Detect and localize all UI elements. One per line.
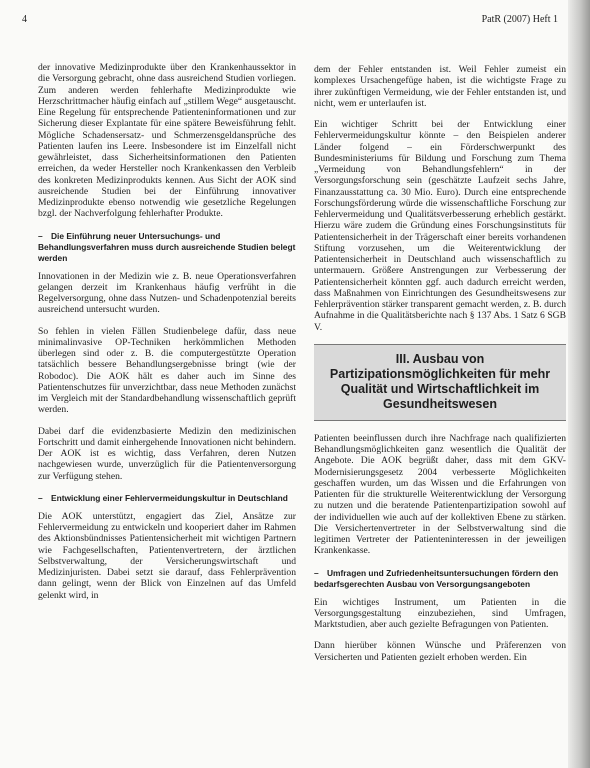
- paragraph: So fehlen in vielen Fällen Studienbelege dafür, dass neue minimalinvasive OP-Techniken herkömmlichen Methoden überlegen sind oder z. B. die computergestützte Operation tatsächlich bessere Behandlungsergebnisse bringt (wie der Robodoc). Die AOK hält es daher auch im Sinne des Patientenschutzes für unverzichtbar, dass neue Methoden zunächst im Vergleich mit der Standardbehandlung wissenschaftlich geprüft werden.: [38, 325, 296, 416]
- subheading: [38, 493, 296, 504]
- subheading: [314, 568, 566, 590]
- paragraph: der innovative Medizinprodukte über den Krankenhaussektor in die Versorgung gebracht, ohne dass ausreichend Studien vorliegen. Zum anderen werden fehlerhafte Medizinprodukte wie Herzschrittmacher häufig einfach auf „stillem Wege“ ausgetauscht. Eine Regelung für entsprechende Patienteninformationen und zur Sicherung dieser Explantate für eine spätere Beweisführung fehlt. Mögliche Schadensersatz- und Schmerzensgeldansprüche des Patienten laufen ins Leere. Insbesondere ist im Einzelfall nicht gewährleistet, dass Sicherheitsinformationen den Patienten erreichen, da weder Hersteller noch Krankenkassen den Verbleib des konkreten Medizinprodukts kennen. Aus Sicht der AOK sind ausreichende Studien bei der Einführung innovativer Medizinprodukte ebenso notwendig wie gesetzliche Regelungen bzgl. der Nachverfolgung fehlerhafter Produkte.: [38, 62, 296, 220]
- paragraph: Dann hierüber können Wünsche und Präferenzen von Versicherten und Patienten gezielt erhoben werden. Ein: [314, 640, 566, 663]
- section-heading-box: [314, 344, 566, 421]
- subheading: [38, 231, 296, 264]
- page-edge-shadow: [568, 0, 590, 768]
- subheading-text: Die Einführung neuer Untersuchungs- und Behandlungsverfahren muss durch ausreichende Studien belegt werden: [38, 230, 296, 263]
- dash-glyph: –: [38, 492, 43, 503]
- paragraph: Innovationen in der Medizin wie z. B. neue Operationsverfahren gelangen derzeit im Krankenhaus häufig verfrüht in die Regelversorgung, ohne dass Nutzen- und Schadenpotenzial bereits ausreichend untersucht wurden.: [38, 270, 296, 316]
- left-column: [38, 62, 296, 611]
- subheading-text: Umfragen und Zufriedenheitsuntersuchungen fördern den bedarfsgerechten Ausbau von Versorgungsangeboten: [314, 567, 559, 589]
- paragraph: Dabei darf die evidenzbasierte Medizin den medizinischen Fortschritt und damit einhergehende Innovationen nicht behindern. Der AOK ist es wichtig, dass Verfahren, deren Nutzen nachgewiesen wurde, unverzüglich für die Patientenversorgung zur Verfügung stehen.: [38, 425, 296, 482]
- dash-glyph: –: [38, 230, 43, 241]
- paragraph: dem der Fehler entstanden ist. Weil Fehler zumeist ein komplexes Ursachengefüge haben, ist die wichtigste Frage zu ihrer zukünftigen Vermeidung, wie der Fehler entstanden ist, und nicht, wem er unterlaufen ist.: [314, 64, 566, 109]
- page-number: 4: [22, 14, 27, 25]
- running-head: PatR (2007) Heft 1: [481, 14, 558, 25]
- section-title: III. Ausbau von Partizipationsmöglichkeiten für mehr Qualität und Wirtschaftlichkeit im Gesundheitswesen: [329, 351, 551, 411]
- right-column: [314, 64, 566, 673]
- paragraph: Patienten beeinflussen durch ihre Nachfrage nach qualifizierten Behandlungsmöglichkeiten ganz wesentlich die Qualität der Angebote. Die AOK begrüßt daher, dass mit dem GKV-Modernisierungsgesetz 2004 verbesserte Möglichkeiten geschaffen wurden, um das Wissen und die Erfahrungen von Patienten für die strukturelle Weiterentwicklung der Versorgung zu nutzen und die beratende Patientenpartizipation sowohl auf der individuellen wie auch auf der kollektiven Ebene zu stärken. Die Versichertenvertreter in der Selbstverwaltung sind die legitimen Vertreter der Patienteninteressen in der jeweiligen Krankenkasse.: [314, 432, 566, 557]
- paragraph: Ein wichtiger Schritt bei der Entwicklung einer Fehlervermeidungskultur könnte – den Beispielen anderer Länder folgend – ein Förderschwerpunkt des Bundesministeriums für Bildung und Forschung zum Thema „Vermeidung von Behandlungsfehlern“ in der Versorgungsforschung sein (geschätzte Laufzeit sechs Jahre, Finanzausstattung ca. 30 Mio. Euro). Durch eine entsprechende Forschungsförderung würde die wissenschaftliche Forschung zur Fehlervermeidung und Qualitätsverbesserung erheblich gestärkt. Hierzu wäre zudem die Gründung eines Forschungsinstituts für Patientensicherheit in der Trägerschaft einer bereits vorhandenen Stiftung vorzusehen, um die Weiterentwicklung der Patientensicherheit in Deutschland auch wissenschaftlich zu untermauern. Größere Anstrengungen zur Verbesserung der Patientensicherheit könnten ggf. auch dadurch erreicht werden, dass Maßnahmen von Einrichtungen des Gesundheitswesens zur Fehlerprävention stärker transparent gemacht werden, z. B. durch Aufnahme in die Qualitätsberichte nach § 137 Abs. 1 Satz 6 SGB V.: [314, 119, 566, 333]
- paragraph: Ein wichtiges Instrument, um Patienten in die Versorgungsgestaltung einzubeziehen, sind Umfragen, Marktstudien, aber auch gezielte Befragungen von Patienten.: [314, 596, 566, 630]
- paragraph: Die AOK unterstützt, engagiert das Ziel, Ansätze zur Fehlervermeidung zu entwickeln und kooperiert daher im Rahmen des Aktionsbündnisses Patientensicherheit mit wichtigen Partnern wie Fachgesellschaften, Patientenvertretern, der ärztlichen Selbstverwaltung, der Versicherungswirtschaft und Medizinjuristen. Dabei setzt sie darauf, dass Fehlerprävention dann gelingt, wenn der Blick von Einzelnen auf das Umfeld gelenkt wird, in: [38, 510, 296, 601]
- subheading-text: Entwicklung einer Fehlervermeidungskultur in Deutschland: [51, 492, 288, 503]
- dash-glyph: –: [314, 567, 319, 578]
